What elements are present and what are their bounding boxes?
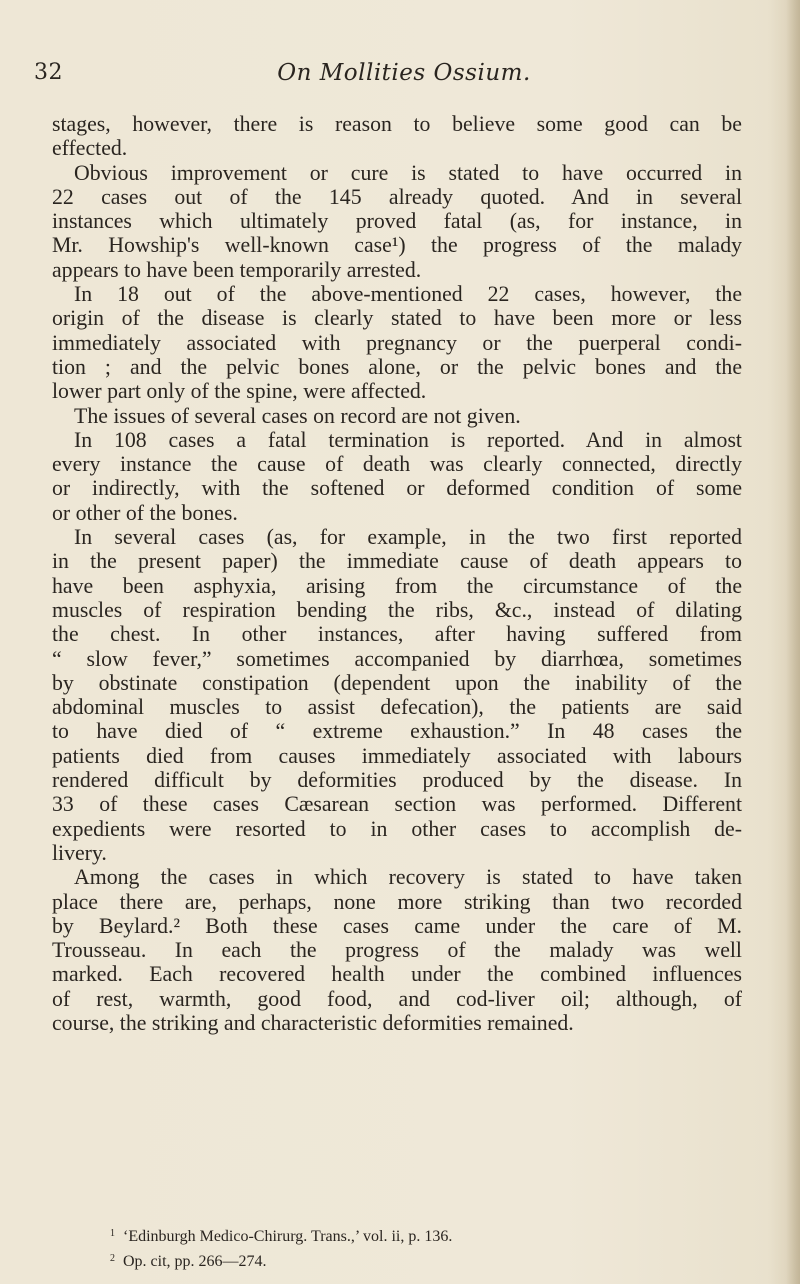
text-line: to have died of “ extreme exhaustion.” In 48 cases the [52, 719, 742, 744]
page-header [34, 60, 774, 100]
paragraph-start-line: In 18 out of the above-mentioned 22 cases, however, the [74, 282, 742, 307]
text-line: or indirectly, with the softened or deformed condition of some [52, 476, 742, 501]
footnotes [110, 1223, 710, 1273]
body-text [52, 112, 742, 1035]
footnote-2 [110, 1248, 710, 1273]
text-line: stages, however, there is reason to believe some good can be [52, 112, 742, 136]
text-line: abdominal muscles to assist defecation), the patients are said [52, 695, 742, 720]
text-line: origin of the disease is clearly stated to have been more or less [52, 306, 742, 331]
text-line: rendered difficult by deformities produced by the disease. In [52, 768, 742, 793]
text-line: course, the striking and characteristic deformities remained. [52, 1010, 574, 1035]
paragraph-start-line: Among the cases in which recovery is stated to have taken [74, 865, 742, 890]
text-line: every instance the cause of death was clearly connected, directly [52, 452, 742, 477]
text-line: tion ; and the pelvic bones alone, or the pelvic bones and the [52, 354, 742, 379]
text-line: livery. [52, 840, 107, 865]
text-line: lower part only of the spine, were affected. [52, 379, 427, 404]
text-line: Trousseau. In each the progress of the malady was well [52, 938, 742, 963]
page-number: 32 [34, 60, 63, 85]
footnote-text: ‘Edinburgh Medico-Chirurg. Trans.,’ vol. ii, p. 136. [123, 1228, 453, 1245]
footnote-marker: 2 [110, 1253, 115, 1264]
text-line: instances which ultimately proved fatal (as, for instance, in [52, 209, 742, 234]
text-line: expedients were resorted to in other cases to accomplish de- [52, 816, 742, 841]
text-line: patients died from causes immediately associated with labours [52, 743, 742, 768]
text-line: marked. Each recovered health under the combined influences [52, 962, 742, 987]
text-line: 33 of these cases Cæsarean section was performed. Different [52, 792, 742, 817]
text-line: “ slow fever,” sometimes accompanied by diarrhœa, sometimes [52, 646, 742, 671]
text-line: immediately associated with pregnancy or the puerperal condi- [52, 330, 742, 355]
footnote-marker: 1 [110, 1228, 115, 1239]
paragraph-start-line: In several cases (as, for example, in the two first reported [74, 525, 742, 550]
page-edge-shadow [786, 0, 800, 1284]
paragraph-start-line: In 108 cases a fatal termination is reported. And in almost [74, 427, 742, 452]
footnote-1 [110, 1223, 710, 1248]
running-title: On Mollities Ossium. [277, 60, 531, 86]
text-line: in the present paper) the immediate cause of death appears to [52, 549, 742, 574]
paragraph-start-line: The issues of several cases on record are not given. [74, 403, 521, 428]
footnote-text: Op. cit, pp. 266—274. [123, 1253, 267, 1270]
text-line: or other of the bones. [52, 500, 238, 525]
text-line: place there are, perhaps, none more striking than two recorded [52, 889, 742, 914]
text-line: 22 cases out of the 145 already quoted. And in several [52, 184, 742, 209]
text-line: appears to have been temporarily arrested. [52, 257, 422, 282]
paragraph-start-line: Obvious improvement or cure is stated to have occurred in [74, 160, 742, 185]
text-line: muscles of respiration bending the ribs, &c., instead of dilating [52, 597, 742, 622]
text-line: have been asphyxia, arising from the circumstance of the [52, 573, 742, 598]
text-line: the chest. In other instances, after having suffered from [52, 622, 742, 647]
text-line: Mr. Howship's well-known case¹) the progress of the malady [52, 233, 742, 258]
text-line: effected. [52, 136, 128, 161]
text-line: by obstinate constipation (dependent upon the inability of the [52, 670, 742, 695]
text-line: of rest, warmth, good food, and cod-liver oil; although, of [52, 986, 742, 1011]
text-line: by Beylard.² Both these cases came under the care of M. [52, 913, 742, 938]
